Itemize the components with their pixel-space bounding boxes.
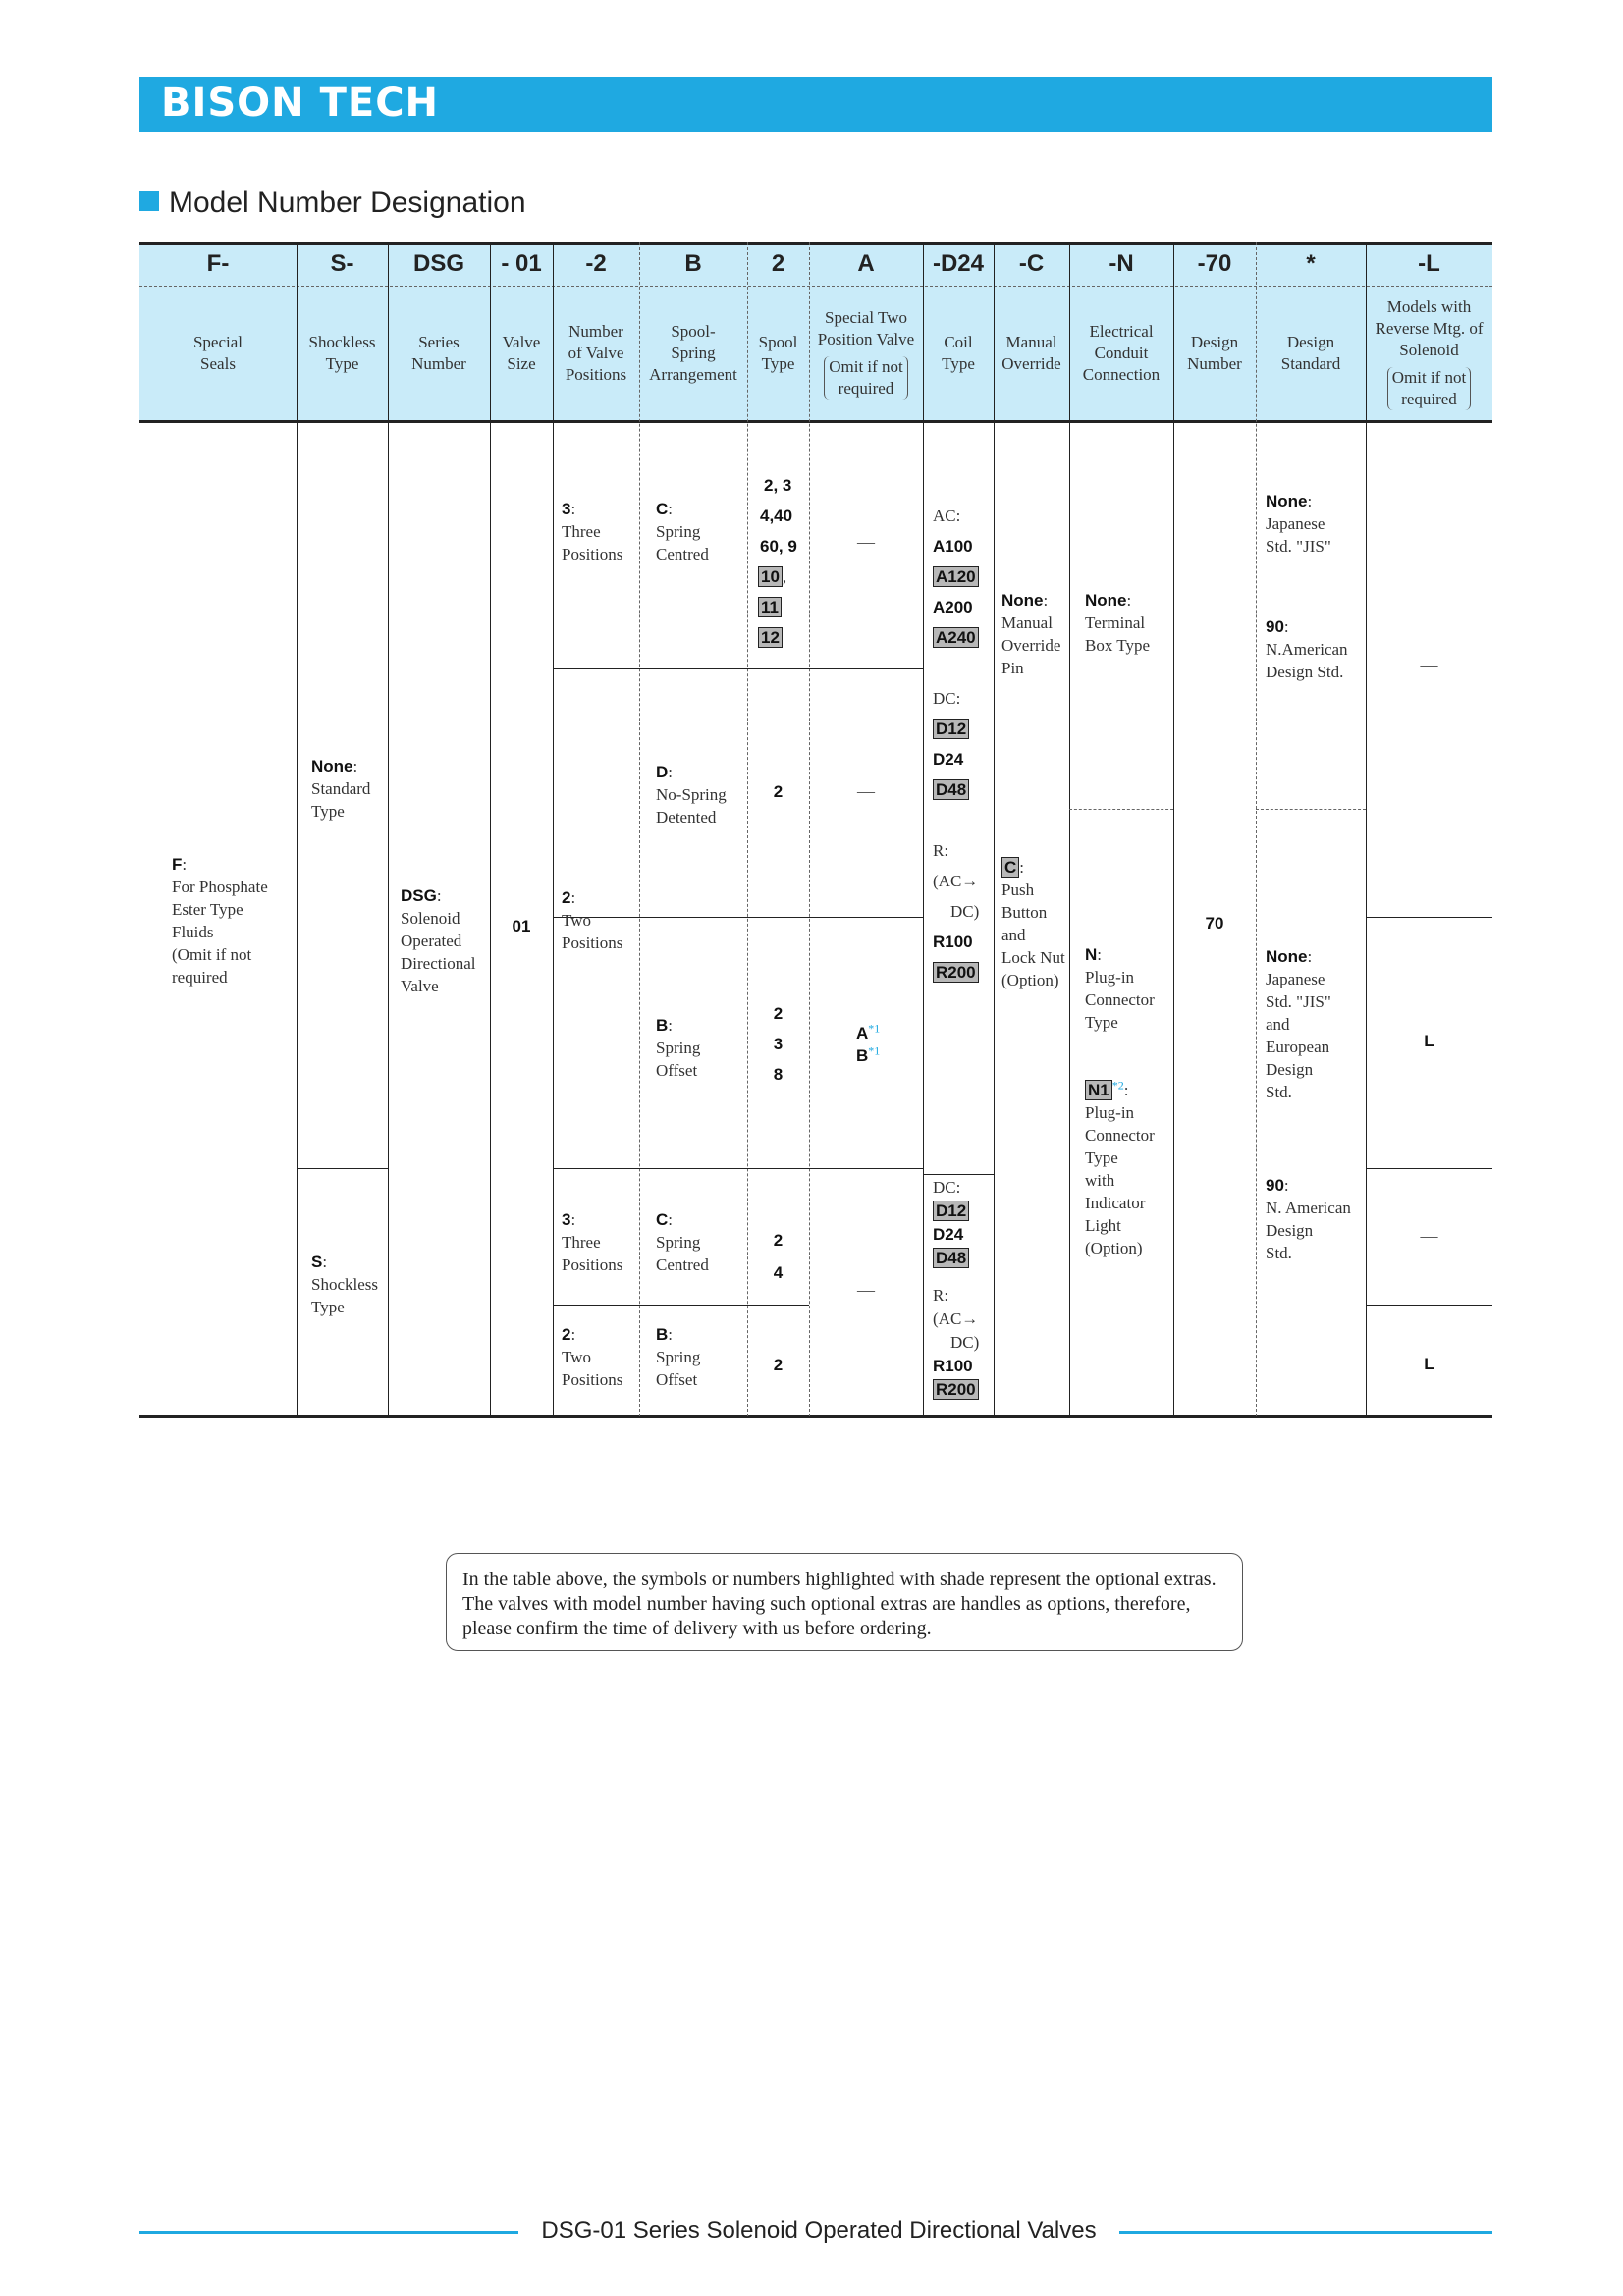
valve-size-01: 01	[512, 917, 531, 935]
reverse-none: —	[1420, 655, 1438, 674]
spool-list: 4,40	[760, 507, 793, 525]
spool-types-group-3: 2 3 8	[773, 1004, 784, 1084]
col-code-reverse: -L	[1418, 250, 1440, 277]
spring-offset: B: Spring Offset	[656, 1325, 701, 1389]
footer-rule-left	[139, 2231, 518, 2234]
optional-coil: A240	[933, 627, 979, 648]
shockless-s: S: Shockless Type	[311, 1253, 378, 1316]
col-desc-series: Series Number	[411, 333, 466, 373]
optional-override-c: C	[1001, 857, 1019, 878]
col-code-manual-override: -C	[1018, 250, 1045, 277]
special-two-none: —	[857, 532, 875, 552]
col-code-coil: -D24	[932, 250, 985, 277]
positions-two: 2: Two Positions	[562, 888, 623, 952]
brand-banner	[139, 77, 1492, 132]
optional-spool-12: 12	[758, 627, 783, 648]
spool-types-group-1: 2, 3 4,40 60, 9 10 , 11 12	[752, 470, 811, 653]
header-bottom-rule	[139, 420, 1492, 423]
design-standard-na: 90: N. American Design Std.	[1266, 1176, 1351, 1262]
col-code-shockless: S-	[330, 250, 354, 277]
spring-centred: C: Spring Centred	[656, 500, 709, 563]
reverse-none: —	[1420, 1226, 1438, 1246]
positions-three: 3: Three Positions	[562, 1210, 623, 1274]
col-desc-spool-type: Spool Type	[758, 333, 798, 373]
section-title-text: Model Number Designation	[169, 187, 526, 219]
col-code-spool-spring: B	[684, 250, 702, 277]
manual-override-none: None: Manual Override Pin	[1001, 591, 1061, 677]
col-desc-manual-override: Manual Override	[1001, 333, 1061, 373]
section-title	[139, 187, 526, 220]
omit-note: Omit if not required	[1387, 367, 1472, 410]
row-divider	[1366, 917, 1492, 918]
optional-coil: A120	[933, 566, 979, 587]
optional-coil: R200	[933, 1379, 979, 1400]
special-seals-f: F: For Phosphate Ester Type Fluids (Omit if not required	[172, 855, 268, 987]
options-note: In the table above, the symbols or numbers highlighted with shade represent the optional extras. The valves with model number having such optional extras are handles as options, therefore, please confirm the time of delivery with us before ordering.	[446, 1553, 1243, 1651]
manual-override-c: C : Push Button and Lock Nut (Option)	[1001, 858, 1065, 989]
col-code-design-standard: *	[1306, 250, 1316, 277]
special-two-none: —	[857, 1280, 875, 1300]
shockless-none: None: Standard Type	[311, 757, 371, 821]
design-standard-na: 90: N.American Design Std.	[1266, 617, 1348, 681]
col-desc-reverse: Models with Reverse Mtg. of Solenoid Omit if not required	[1375, 297, 1484, 408]
footer-title: DSG-01 Series Solenoid Operated Directional Valves	[541, 2217, 1097, 2244]
row-divider	[1366, 1305, 1492, 1306]
row-divider	[923, 1174, 994, 1175]
square-bullet-icon	[139, 191, 159, 211]
conduit-none: None: Terminal Box Type	[1085, 591, 1151, 655]
spool-type: 2	[773, 1356, 784, 1374]
col-desc-shockless: Shockless Type	[308, 333, 376, 373]
col-desc-design-number: Design Number	[1187, 333, 1242, 373]
optional-spool-11: 11	[758, 597, 782, 617]
col-desc-special-seals: Special Seals	[192, 333, 243, 373]
col-code-conduit: -N	[1109, 250, 1134, 277]
coil-options-lower: DC: D12 D24 D48 R: (AC→ DC) R100 R200	[933, 1178, 980, 1399]
col-desc-positions: Number of Valve Positions	[565, 322, 627, 384]
design-number-70: 70	[1205, 914, 1224, 933]
col-desc-valve-size: Valve Size	[502, 333, 541, 373]
series-dsg: DSG: Solenoid Operated Directional Valve	[401, 886, 476, 995]
special-two-options: $A^{*1}$ $B^{*1}$	[856, 1021, 881, 1065]
col-desc-coil: Coil Type	[942, 333, 975, 373]
spool-list: 60, 9	[760, 537, 797, 556]
col-code-special-two: A	[857, 250, 875, 277]
design-standard-jis: None: Japanese Std. "JIS"	[1266, 492, 1331, 556]
positions-two: 2: Two Positions	[562, 1325, 623, 1389]
model-designation-table	[139, 242, 1492, 1418]
col-code-positions: -2	[585, 250, 607, 277]
optional-conduit-n1: N1	[1085, 1080, 1112, 1100]
col-desc-conduit: Electrical Conduit Connection	[1082, 322, 1161, 384]
header-code-divider	[139, 286, 1492, 287]
special-two-none: —	[857, 781, 875, 801]
reverse-l: L	[1424, 1032, 1434, 1050]
spring-offset: B: Spring Offset	[656, 1016, 701, 1080]
positions-three: 3: Three Positions	[562, 500, 623, 563]
row-divider-dashed	[1256, 809, 1366, 810]
table-bottom-rule	[139, 1415, 1492, 1418]
brand-name: BISON TECH	[161, 80, 440, 126]
optional-coil: D12	[933, 719, 969, 739]
optional-spool-10: 10	[758, 566, 783, 587]
spool-types-group-4: 2 4	[773, 1231, 784, 1282]
col-code-spool-type: 2	[771, 250, 785, 277]
optional-coil: D48	[933, 779, 969, 800]
spring-centred: C: Spring Centred	[656, 1210, 709, 1274]
row-divider	[297, 1168, 388, 1169]
conduit-n1: N1 $^{*2}$: Plug-in Connector Type with Indicator Light (Option)	[1085, 1078, 1155, 1257]
row-divider	[553, 1305, 809, 1306]
optional-coil: D12	[933, 1201, 969, 1221]
col-desc-design-standard: Design Standard	[1280, 333, 1341, 373]
col-code-special-seals: F-	[206, 250, 230, 277]
omit-note: Omit if not required	[824, 356, 908, 400]
optional-coil: D48	[933, 1248, 969, 1268]
conduit-n: N: Plug-in Connector Type	[1085, 945, 1155, 1032]
spool-type: 2	[773, 782, 784, 801]
col-desc-spool-spring: Spool- Spring Arrangement	[649, 322, 737, 384]
row-divider-dashed	[1069, 809, 1173, 810]
row-divider	[553, 1168, 923, 1169]
spool-list: 2, 3	[764, 476, 792, 495]
coil-options-upper: AC: A100 A120 A200 A240 DC: D12 D24 D48 R: (AC→ DC) R100 R200	[933, 507, 980, 982]
footer-rule-right	[1119, 2231, 1492, 2234]
no-spring-detented: D: No-Spring Detented	[656, 763, 727, 827]
row-divider	[1366, 1168, 1492, 1169]
reverse-l: L	[1424, 1355, 1434, 1373]
col-code-series: DSG	[412, 250, 464, 277]
row-divider	[553, 668, 923, 669]
col-code-valve-size: - 01	[501, 250, 542, 277]
design-standard-jis-eu: None: Japanese Std. "JIS" and European Design Std.	[1266, 947, 1331, 1101]
col-desc-special-two: Special Two Position Valve Omit if not required	[817, 308, 915, 398]
col-code-design-number: -70	[1197, 250, 1232, 277]
optional-coil: R200	[933, 962, 979, 983]
